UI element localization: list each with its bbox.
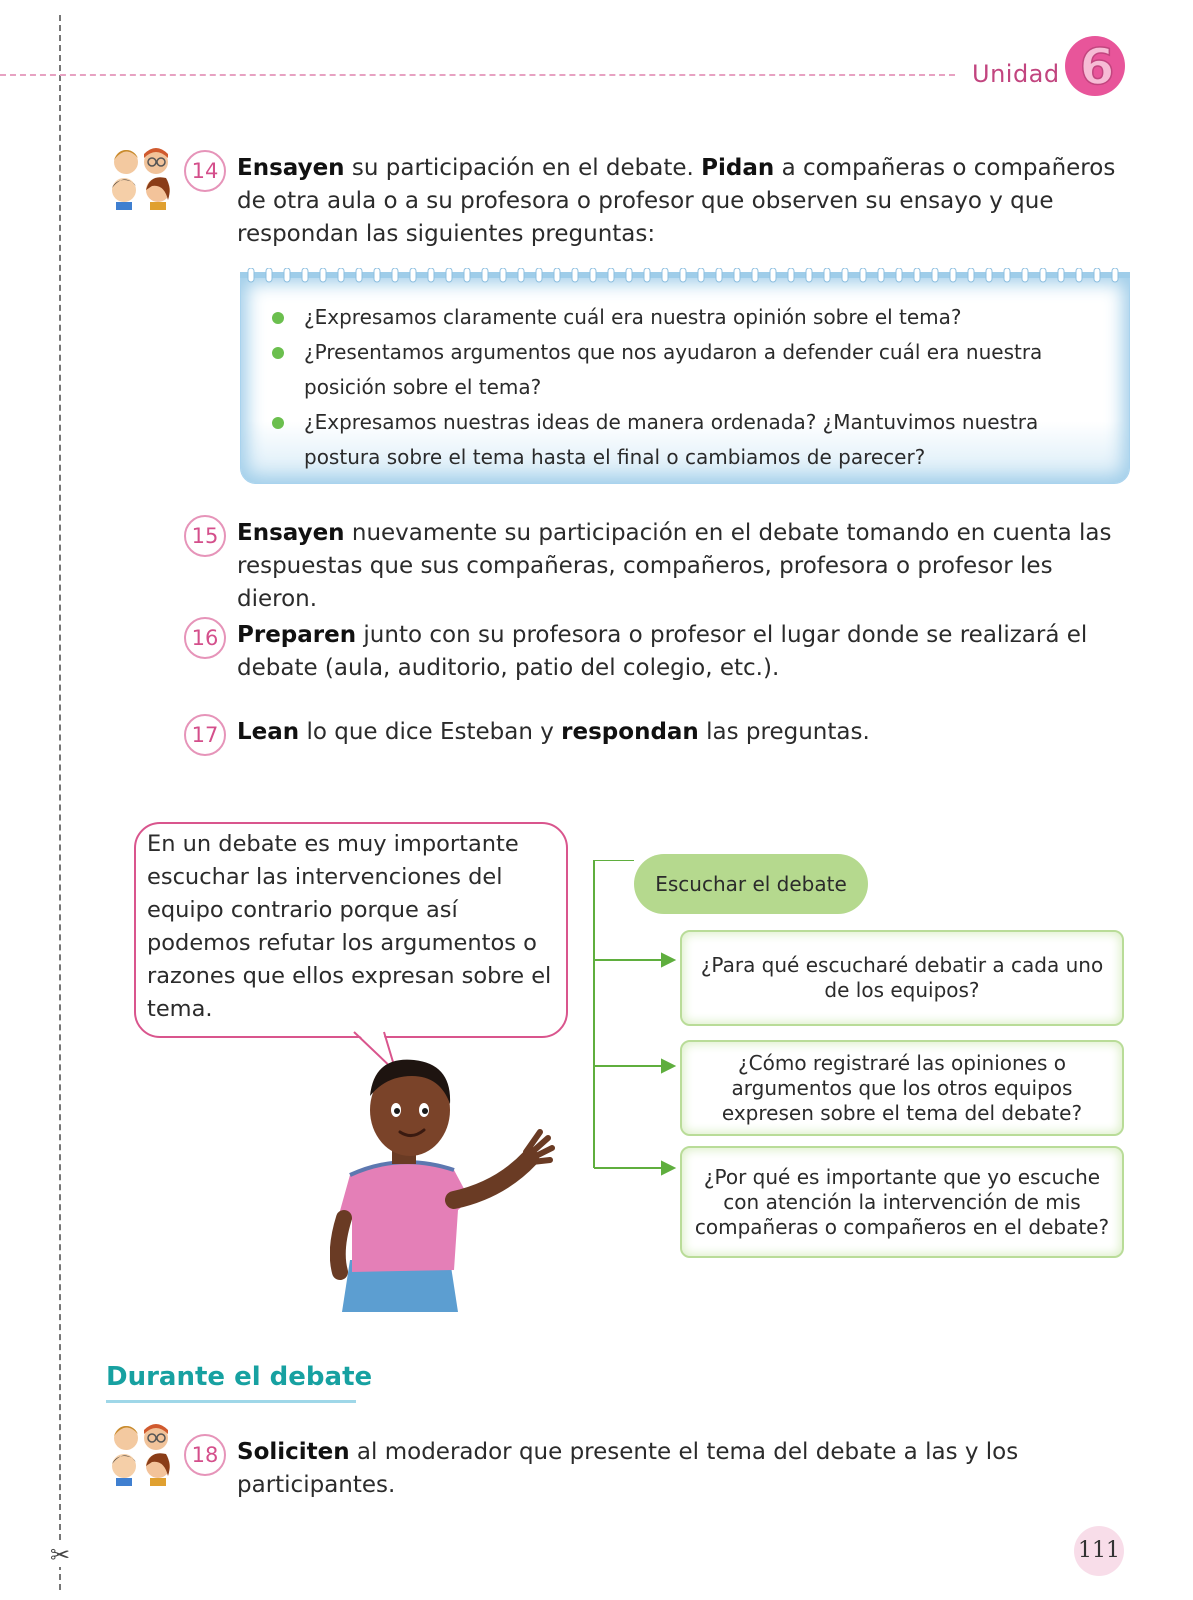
question-text-1: ¿Expresamos claramente cuál era nuestra opinión sobre el tema? [304, 305, 962, 329]
unit-label: Unidad [972, 60, 1060, 88]
diagram-item-1 [680, 930, 1124, 1026]
section-heading: Durante el debate [106, 1362, 373, 1392]
activity-14-verb-2: Pidan [701, 155, 775, 181]
diagram-root: Escuchar el debate [634, 854, 868, 914]
activity-number-18: 18 [184, 1434, 226, 1476]
activity-number-14: 14 [184, 150, 226, 192]
activity-14-verb-1: Ensayen [237, 155, 345, 181]
activity-18-verb-1: Soliciten [237, 1439, 350, 1465]
activity-15-verb-1: Ensayen [237, 520, 345, 546]
activity-14-text [237, 152, 1117, 251]
section-heading-underline [106, 1400, 356, 1403]
bullet-icon [272, 312, 284, 324]
activity-17-text-2: las preguntas. [698, 719, 870, 745]
question-text-3: ¿Expresamos nuestras ideas de manera ordenada? ¿Mantuvimos nuestra postura sobre el tema hasta el final o cambiamos de parecer? [304, 410, 1039, 469]
question-item [272, 300, 1092, 335]
diagram-item-1-text: ¿Para qué escucharé debatir a cada uno de los equipos? [700, 953, 1104, 1002]
activity-17-verb-1: Lean [237, 719, 300, 745]
unit-number-badge [1063, 34, 1127, 98]
activity-15-text-1: nuevamente su participación en el debate tomando en cuenta las respuestas que sus compañeras, compañeros, profesora o profesor les dieron. [237, 520, 1112, 612]
activity-14-text-1: su participación en el debate. [344, 155, 702, 181]
questions-list [272, 300, 1092, 475]
question-item [272, 405, 1092, 475]
cut-line [59, 15, 61, 1590]
activity-17-text-1: lo que dice Esteban y [299, 719, 562, 745]
team-icon [106, 1420, 176, 1486]
activity-16-verb-1: Preparen [237, 622, 357, 648]
bullet-icon [272, 417, 284, 429]
page-number: 111 [1074, 1526, 1124, 1576]
activity-16-text-1: junto con su profesora o profesor el lugar donde se realizará el debate (aula, auditorio, patio del colegio, etc.). [237, 622, 1088, 681]
boy-illustration [330, 1040, 570, 1312]
question-item [272, 335, 1092, 405]
question-text-2: ¿Presentamos argumentos que nos ayudaron a defender cuál era nuestra posición sobre el tema? [304, 340, 1043, 399]
diagram-connectors [590, 860, 690, 1220]
activity-17-verb-2: respondan [561, 719, 699, 745]
bullet-icon [272, 347, 284, 359]
speech-bubble-text: En un debate es muy importante escuchar las intervenciones del equipo contrario porque así podemos refutar los argumentos o razones que ellos expresan sobre el tema. [147, 831, 552, 1022]
team-icon [106, 144, 176, 210]
diagram-item-3 [680, 1146, 1124, 1258]
activity-14-text-2: a compañeras o compañeros de otra aula o a su profesora o profesor que observen su ensayo y que respondan las siguientes preguntas: [237, 155, 1116, 247]
activity-number-16: 16 [184, 617, 226, 659]
header-dashed-line [0, 74, 955, 76]
activity-16-text [237, 619, 1117, 685]
diagram-item-2-text: ¿Cómo registraré las opiniones o argumentos que los otros equipos expresen sobre el tema del debate? [721, 1050, 1083, 1125]
diagram-item-2 [680, 1040, 1124, 1136]
activity-15-text [237, 517, 1117, 616]
activity-number-17: 17 [184, 714, 226, 756]
scissors-icon: ✂ [50, 1541, 71, 1569]
diagram-item-3-text: ¿Por qué es importante que yo escuche con atención la intervención de mis compañeras o compañeros en el debate? [694, 1164, 1110, 1239]
activity-18-text [237, 1436, 1037, 1502]
notebook-spiral [240, 268, 1130, 288]
unit-number: 6 [1079, 38, 1115, 96]
activity-17-text [237, 716, 1117, 749]
activity-number-15: 15 [184, 515, 226, 557]
activity-18-text-1: al moderador que presente el tema del debate a las y los participantes. [237, 1439, 1019, 1498]
